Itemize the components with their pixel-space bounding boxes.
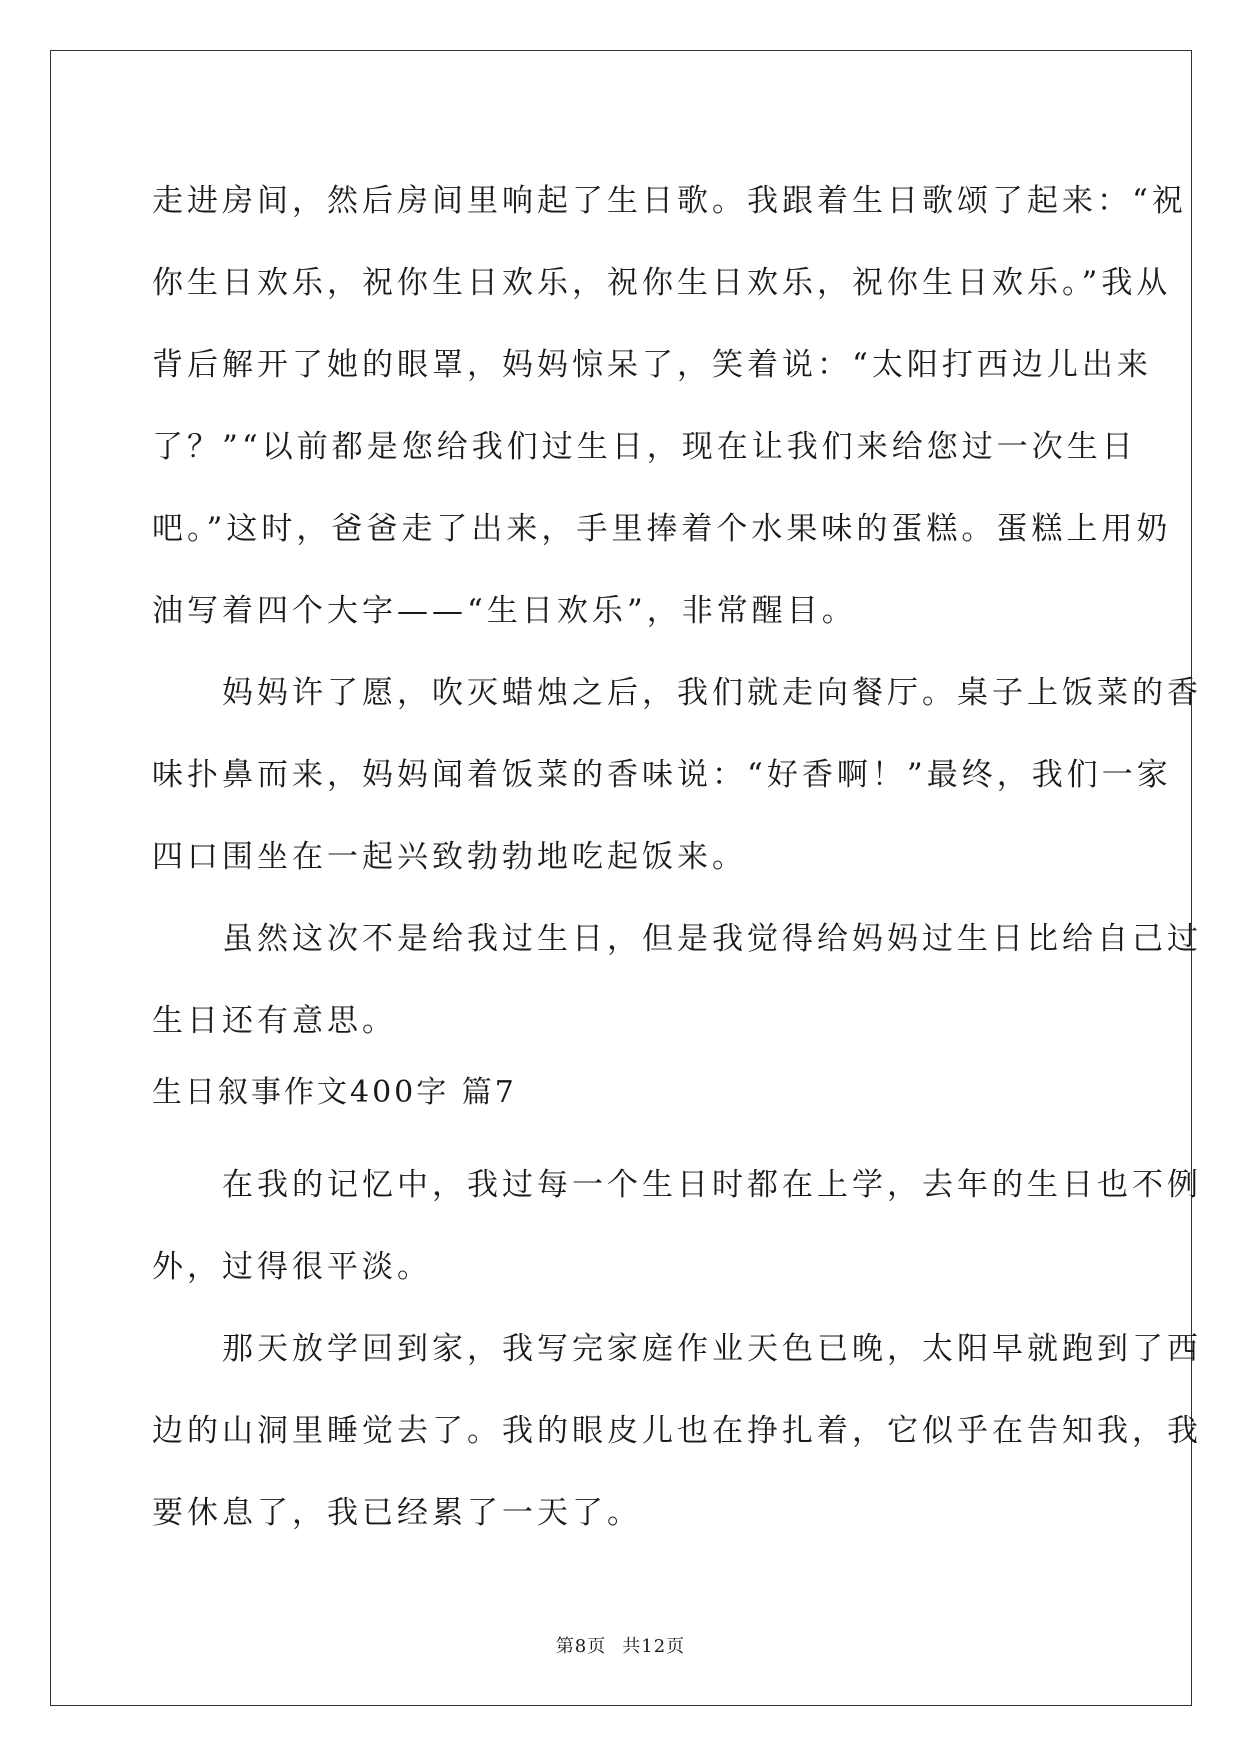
page-number: 第8页 [555, 1636, 607, 1657]
text-line [152, 1472, 1088, 1554]
line-text: 四口围坐在一起兴致勃勃地吃起饭来。 [152, 839, 747, 875]
text-line [152, 1144, 1202, 1226]
line-text: 那天放学回到家，我写完家庭作业天色已晚，太阳早就跑到了西 [222, 1331, 1202, 1367]
document-body [152, 160, 1202, 1554]
line-text: 妈妈许了愿，吹灭蜡烛之后，我们就走向餐厅。桌子上饭菜的香 [222, 675, 1202, 711]
line-text: 要休息了，我已经累了一天了。 [152, 1495, 642, 1531]
line-text: 边的山洞里睡觉去了。我的眼皮儿也在挣扎着，它似乎在告知我，我 [152, 1413, 1202, 1449]
line-text: 味扑鼻而来，妈妈闻着饭菜的香味说：“好香啊！”最终，我们一家 [152, 757, 1172, 793]
line-text: 背后解开了她的眼罩，妈妈惊呆了，笑着说：“太阳打西边儿出来 [152, 347, 1152, 383]
line-text: 吧。”这时，爸爸走了出来，手里捧着个水果味的蛋糕。蛋糕上用奶 [152, 511, 1172, 547]
line-text: 在我的记忆中，我过每一个生日时都在上学，去年的生日也不例 [222, 1167, 1202, 1203]
text-line [152, 816, 1088, 898]
text-line [152, 160, 1187, 242]
line-text: 油写着四个大字——“生日欢乐”，非常醒目。 [152, 593, 857, 629]
text-line [152, 734, 1172, 816]
line-text: 虽然这次不是给我过生日，但是我觉得给妈妈过生日比给自己过 [222, 921, 1202, 957]
line-text: 了？”“以前都是您给我们过生日，现在让我们来给您过一次生日 [152, 429, 1137, 465]
text-line [152, 1308, 1202, 1390]
page-total: 共12页 [622, 1636, 686, 1657]
text-line [152, 1390, 1202, 1472]
text-line [152, 242, 1172, 324]
text-line [152, 1226, 1088, 1308]
text-line [152, 980, 1088, 1062]
text-line [152, 570, 1088, 652]
line-text: 外，过得很平淡。 [152, 1249, 432, 1285]
text-line [152, 488, 1172, 570]
page-footer [0, 1632, 1241, 1658]
text-line [152, 652, 1202, 734]
line-text: 生日还有意思。 [152, 1003, 397, 1039]
text-line [152, 898, 1202, 980]
text-line [152, 324, 1152, 406]
text-line [152, 406, 1137, 488]
section-heading: 生日叙事作文400字 篇7 [152, 1075, 517, 1110]
line-text: 走进房间，然后房间里响起了生日歌。我跟着生日歌颂了起来：“祝 [152, 183, 1187, 219]
line-text: 你生日欢乐，祝你生日欢乐，祝你生日欢乐，祝你生日欢乐。”我从 [152, 265, 1172, 301]
